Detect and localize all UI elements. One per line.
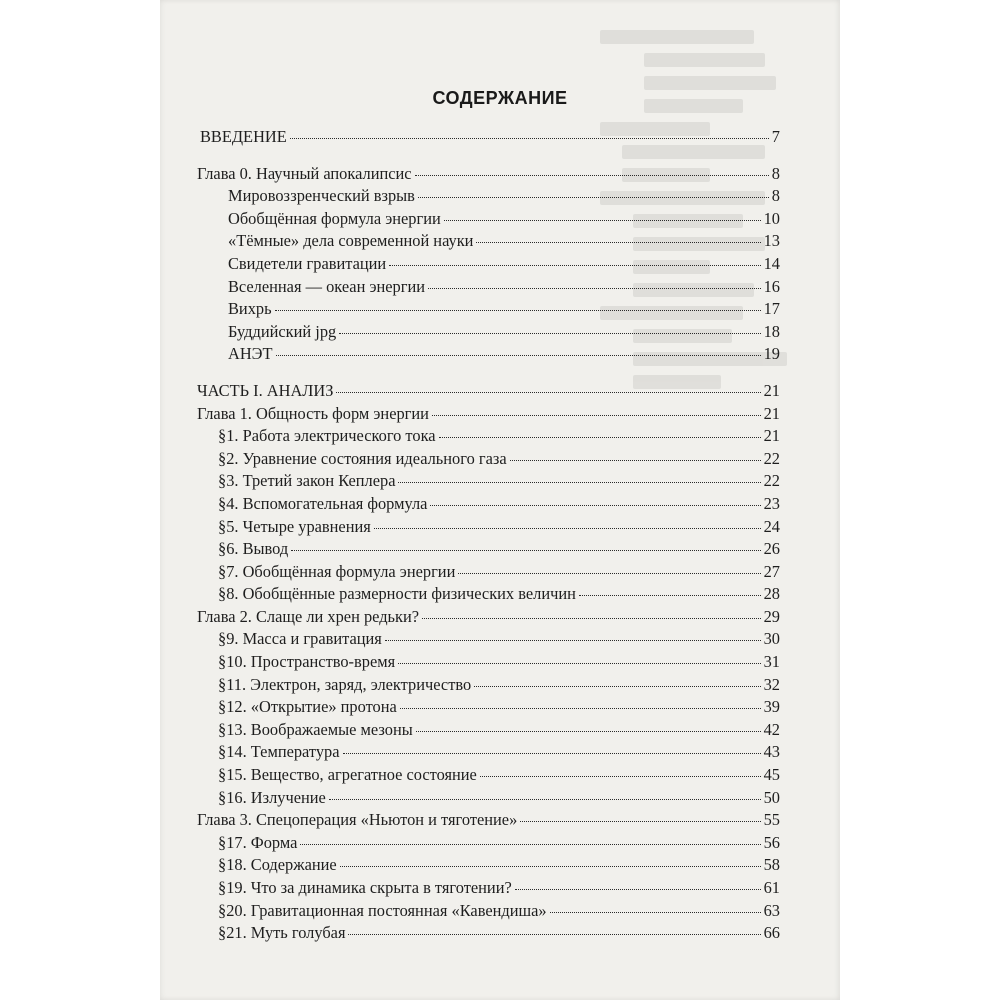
dot-leader bbox=[416, 731, 761, 732]
toc-entry-page-number: 21 bbox=[763, 403, 780, 423]
toc-entry bbox=[190, 539, 780, 562]
toc-entry bbox=[190, 607, 780, 630]
toc-entry-label: ЧАСТЬ I. АНАЛИЗ bbox=[197, 380, 334, 400]
toc-entry-label: §9. Масса и гравитация bbox=[218, 629, 382, 649]
toc-entry-page-number: 17 bbox=[763, 299, 780, 319]
toc-entry bbox=[190, 277, 780, 300]
toc-entry-label: §21. Муть голубая bbox=[218, 923, 346, 943]
toc-entry-page-number: 10 bbox=[763, 208, 780, 228]
toc-entry-page-number: 43 bbox=[763, 742, 780, 762]
toc-entry-page-number: 26 bbox=[763, 539, 780, 559]
toc-entry-label: §17. Форма bbox=[218, 832, 298, 852]
toc-entry-label: §11. Электрон, заряд, электричество bbox=[218, 674, 472, 694]
toc-entry bbox=[190, 810, 780, 833]
dot-leader bbox=[430, 505, 760, 506]
dot-leader bbox=[348, 934, 760, 935]
toc-entry bbox=[190, 381, 780, 404]
toc-title: СОДЕРЖАНИЕ bbox=[432, 88, 568, 108]
toc-entry-page-number: 7 bbox=[771, 127, 780, 146]
toc-entry bbox=[190, 186, 780, 209]
toc-entry-label: §2. Уравнение состояния идеального газа bbox=[218, 448, 507, 468]
dot-leader bbox=[329, 799, 761, 800]
toc-entry bbox=[190, 494, 780, 517]
toc-entry-label: Обобщённая формула энергии bbox=[228, 208, 441, 228]
dot-leader bbox=[515, 889, 761, 890]
toc-entry-label: §10. Пространство-время bbox=[218, 652, 396, 672]
dot-leader bbox=[432, 415, 761, 416]
toc-entry-label: §5. Четыре уравнения bbox=[218, 516, 371, 536]
toc-entry bbox=[190, 720, 780, 743]
toc-entry-label: Глава 1. Общность форм энергии bbox=[197, 403, 429, 423]
dot-leader bbox=[444, 220, 761, 221]
toc-entry-label: §3. Третий закон Кеплера bbox=[218, 471, 396, 491]
toc-entry bbox=[190, 788, 780, 811]
toc-entry-label: Вихрь bbox=[228, 299, 272, 319]
toc-entry-page-number: 58 bbox=[763, 855, 780, 875]
toc-entry-page-number: 8 bbox=[771, 163, 780, 183]
dot-leader bbox=[550, 912, 761, 913]
dot-leader bbox=[480, 776, 761, 777]
toc-entry bbox=[190, 562, 780, 585]
dot-leader bbox=[336, 392, 760, 393]
book-page bbox=[160, 0, 840, 1000]
toc-entry-page-number: 28 bbox=[763, 584, 780, 604]
toc-entry-label: §6. Вывод bbox=[218, 539, 289, 559]
dot-leader bbox=[290, 138, 769, 139]
dot-leader bbox=[275, 310, 761, 311]
toc-entry-page-number: 29 bbox=[763, 606, 780, 626]
dot-leader bbox=[343, 753, 761, 754]
dot-leader bbox=[418, 197, 769, 198]
toc-entry-label: §14. Температура bbox=[218, 742, 340, 762]
toc-entry-page-number: 45 bbox=[763, 765, 780, 785]
toc-entry-label: §15. Вещество, агрегатное состояние bbox=[218, 765, 477, 785]
dot-leader bbox=[374, 528, 761, 529]
dot-leader bbox=[276, 355, 761, 356]
dot-leader bbox=[398, 482, 760, 483]
toc-entry-page-number: 61 bbox=[763, 878, 780, 897]
toc-entry-label: Буддийский jpg bbox=[228, 321, 337, 341]
dot-leader bbox=[520, 821, 760, 822]
toc-entry bbox=[190, 404, 780, 427]
toc-entry bbox=[190, 697, 780, 720]
toc-entry-label: §20. Гравитационная постоянная «Кавендиша» bbox=[218, 900, 547, 920]
dot-leader bbox=[398, 663, 760, 664]
toc-entry-label: Глава 0. Научный апокалипсис bbox=[197, 163, 412, 183]
toc-entry bbox=[190, 254, 780, 277]
toc-entry-page-number: 22 bbox=[763, 471, 780, 491]
toc-entry-page-number: 31 bbox=[763, 652, 780, 672]
toc-entry bbox=[190, 209, 780, 232]
toc-entry bbox=[190, 833, 780, 856]
dot-leader bbox=[385, 640, 761, 641]
toc-entry bbox=[190, 652, 780, 675]
toc-entry-label: АНЭТ bbox=[228, 344, 273, 364]
dot-leader bbox=[291, 550, 760, 551]
toc-entry bbox=[190, 675, 780, 698]
toc-entry-label: §4. Вспомогательная формула bbox=[218, 493, 428, 513]
toc-entry bbox=[190, 765, 780, 788]
toc-entry-page-number: 30 bbox=[763, 629, 780, 649]
dot-leader bbox=[579, 595, 761, 596]
toc-entry bbox=[190, 855, 780, 878]
dot-leader bbox=[422, 618, 761, 619]
dot-leader bbox=[339, 333, 760, 334]
toc-entry-page-number: 24 bbox=[763, 516, 780, 536]
toc-entry bbox=[190, 322, 780, 345]
toc-entry-page-number: 27 bbox=[763, 561, 780, 581]
dot-leader bbox=[458, 573, 760, 574]
toc-entry-label: Глава 3. Спецоперация «Ньютон и тяготение» bbox=[197, 810, 518, 830]
dot-leader bbox=[510, 460, 761, 461]
toc-entry-page-number: 19 bbox=[763, 344, 780, 364]
toc-entry bbox=[190, 449, 780, 472]
toc-entry-page-number: 55 bbox=[763, 810, 780, 830]
toc-entry bbox=[190, 127, 780, 150]
toc-entry-label: §16. Излучение bbox=[218, 787, 326, 807]
dot-leader bbox=[439, 437, 761, 438]
toc-entry-label: ВВЕДЕНИЕ bbox=[200, 127, 287, 146]
toc-entry-page-number: 18 bbox=[763, 321, 780, 341]
toc-entry-page-number: 39 bbox=[763, 697, 780, 717]
toc-entry bbox=[190, 923, 780, 946]
toc-entry-page-number: 16 bbox=[763, 276, 780, 296]
table-of-contents bbox=[190, 127, 780, 946]
toc-entry-label: §1. Работа электрического тока bbox=[218, 426, 436, 446]
toc-entry-page-number: 23 bbox=[763, 493, 780, 513]
toc-entry-page-number: 63 bbox=[763, 900, 780, 920]
dot-leader bbox=[389, 265, 760, 266]
toc-entry-label: §8. Обобщённые размерности физических величин bbox=[218, 584, 576, 604]
dot-leader bbox=[340, 866, 761, 867]
toc-entry-label: Вселенная — океан энергии bbox=[228, 276, 425, 296]
toc-entry-label: §12. «Открытие» протона bbox=[218, 697, 397, 717]
dot-leader bbox=[300, 844, 760, 845]
toc-entry bbox=[190, 584, 780, 607]
toc-entry bbox=[190, 426, 780, 449]
toc-entry-label: §13. Воображаемые мезоны bbox=[218, 719, 413, 739]
toc-entry-page-number: 8 bbox=[771, 186, 780, 206]
toc-entry-page-number: 42 bbox=[763, 719, 780, 739]
toc-entry bbox=[190, 878, 780, 901]
toc-entry-label: Свидетели гравитации bbox=[228, 253, 387, 273]
toc-entry-page-number: 50 bbox=[763, 787, 780, 807]
toc-entry bbox=[190, 164, 780, 187]
toc-entry bbox=[190, 231, 780, 254]
toc-entry bbox=[190, 344, 780, 367]
dot-leader bbox=[415, 175, 769, 176]
dot-leader bbox=[476, 242, 760, 243]
toc-entry-label: Мировоззренческий взрыв bbox=[228, 186, 415, 206]
dot-leader bbox=[400, 708, 761, 709]
toc-entry-page-number: 66 bbox=[763, 923, 780, 943]
toc-entry-label: «Тёмные» дела современной науки bbox=[228, 231, 474, 251]
toc-entry bbox=[190, 901, 780, 924]
toc-entry bbox=[190, 742, 780, 765]
toc-entry-page-number: 22 bbox=[763, 448, 780, 468]
toc-entry bbox=[190, 471, 780, 494]
toc-entry-page-number: 14 bbox=[763, 253, 780, 273]
toc-entry-label: §7. Обобщённая формула энергии bbox=[218, 561, 456, 581]
toc-entry-label: §18. Содержание bbox=[218, 855, 337, 875]
toc-entry bbox=[190, 629, 780, 652]
toc-entry-page-number: 56 bbox=[763, 832, 780, 852]
toc-entry bbox=[190, 517, 780, 540]
toc-entry-page-number: 13 bbox=[763, 231, 780, 251]
toc-entry-page-number: 21 bbox=[763, 426, 780, 446]
toc-entry-page-number: 21 bbox=[763, 380, 780, 400]
toc-entry-label: Глава 2. Слаще ли хрен редьки? bbox=[197, 606, 420, 626]
dot-leader bbox=[428, 288, 761, 289]
toc-entry-label: §19. Что за динамика скрыта в тяготении? bbox=[218, 878, 512, 897]
toc-entry-page-number: 32 bbox=[763, 674, 780, 694]
dot-leader bbox=[474, 686, 760, 687]
toc-entry bbox=[190, 299, 780, 322]
